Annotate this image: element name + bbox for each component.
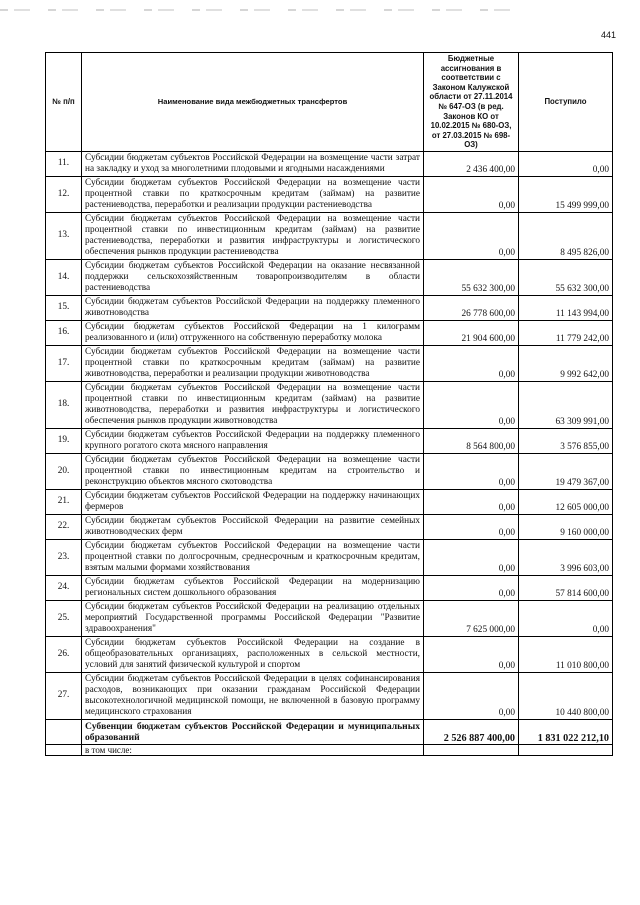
row-received: 57 814 600,00 bbox=[519, 575, 613, 600]
row-planned: 0,00 bbox=[424, 489, 519, 514]
table-row bbox=[46, 320, 613, 345]
row-number: 21. bbox=[46, 489, 82, 514]
row-name: Субсидии бюджетам субъектов Российской Федерации на возмещение части процентной ставки по краткосрочным кредитам (займам) на развитие животноводства, переработки и реализации продукции животноводства bbox=[82, 345, 424, 381]
row-received: 0,00 bbox=[519, 600, 613, 636]
row-number: 23. bbox=[46, 539, 82, 575]
row-name: Субсидии бюджетам субъектов Российской Федерации на возмещение части процентной ставки по инвестиционным кредитам (займам) на развитие животноводства, переработки и развития инфраструктуры и логистического обеспечения рынков продукции животноводства bbox=[82, 381, 424, 428]
total-received: 1 831 022 212,10 bbox=[519, 719, 613, 744]
row-number: 26. bbox=[46, 636, 82, 672]
row-name: Субсидии бюджетам субъектов Российской Федерации на возмещение части затрат на закладку и уход за многолетними плодовыми и ягодными насаждениями bbox=[82, 151, 424, 176]
total-planned: 2 526 887 400,00 bbox=[424, 719, 519, 744]
row-received: 8 495 826,00 bbox=[519, 212, 613, 259]
table-row bbox=[46, 295, 613, 320]
row-planned: 0,00 bbox=[424, 575, 519, 600]
row-number: 27. bbox=[46, 672, 82, 719]
row-number: 12. bbox=[46, 176, 82, 212]
row-name: Субсидии бюджетам субъектов Российской Федерации на возмещение части процентной ставки по долгосрочным, среднесрочным и краткосрочным кредитам, взятым малыми формами хозяйствования bbox=[82, 539, 424, 575]
row-number: 22. bbox=[46, 514, 82, 539]
row-planned: 8 564 800,00 bbox=[424, 428, 519, 453]
row-name: Субсидии бюджетам субъектов Российской Федерации на поддержку начинающих фермеров bbox=[82, 489, 424, 514]
row-planned: 0,00 bbox=[424, 212, 519, 259]
row-planned: 0,00 bbox=[424, 176, 519, 212]
row-planned: 55 632 300,00 bbox=[424, 259, 519, 295]
row-planned: 26 778 600,00 bbox=[424, 295, 519, 320]
header-number: № п/п bbox=[46, 53, 82, 152]
row-name: Субсидии бюджетам субъектов Российской Федерации на возмещение части процентной ставки по инвестиционным кредитам на строительство и реконструкцию объектов мясного скотоводства bbox=[82, 453, 424, 489]
table-body bbox=[46, 151, 613, 719]
row-number: 19. bbox=[46, 428, 82, 453]
row-name: Субсидии бюджетам субъектов Российской Федерации на оказание несвязанной поддержки сельскохозяйственным товаропроизводителям в области растениеводства bbox=[82, 259, 424, 295]
table-row bbox=[46, 636, 613, 672]
table-row bbox=[46, 428, 613, 453]
row-name: Субсидии бюджетам субъектов Российской Федерации в целях софинансирования расходов, возникающих при оказании гражданам Российской Федерации высокотехнологичной медицинской помощи, не включенной в базовую программу медицинского страхования bbox=[82, 672, 424, 719]
row-name: Субсидии бюджетам субъектов Российской Федерации на 1 килограмм реализованного и (или) отгруженного на собственную переработку молока bbox=[82, 320, 424, 345]
table-row bbox=[46, 176, 613, 212]
including-received bbox=[519, 744, 613, 755]
row-received: 11 143 994,00 bbox=[519, 295, 613, 320]
including-label: в том числе: bbox=[82, 744, 424, 755]
row-received: 10 440 800,00 bbox=[519, 672, 613, 719]
row-received: 3 576 855,00 bbox=[519, 428, 613, 453]
row-name: Субсидии бюджетам субъектов Российской Федерации на развитие семейных животноводческих ферм bbox=[82, 514, 424, 539]
row-planned: 0,00 bbox=[424, 636, 519, 672]
total-number bbox=[46, 719, 82, 744]
row-name: Субсидии бюджетам субъектов Российской Федерации на возмещение части процентной ставки по краткосрочным кредитам (займам) на развитие растениеводства, переработки и реализации продукции растениеводства bbox=[82, 176, 424, 212]
row-received: 12 605 000,00 bbox=[519, 489, 613, 514]
row-number: 16. bbox=[46, 320, 82, 345]
row-number: 13. bbox=[46, 212, 82, 259]
row-planned: 2 436 400,00 bbox=[424, 151, 519, 176]
table-row bbox=[46, 381, 613, 428]
row-planned: 0,00 bbox=[424, 381, 519, 428]
row-name: Субсидии бюджетам субъектов Российской Федерации на поддержку племенного крупного рогатого скота мясного направления bbox=[82, 428, 424, 453]
row-received: 9 992 642,00 bbox=[519, 345, 613, 381]
row-planned: 0,00 bbox=[424, 672, 519, 719]
table-row bbox=[46, 212, 613, 259]
header-name: Наименование вида межбюджетных трансфертов bbox=[82, 53, 424, 152]
table-row bbox=[46, 489, 613, 514]
transfers-table bbox=[45, 52, 613, 756]
row-received: 3 996 603,00 bbox=[519, 539, 613, 575]
row-planned: 0,00 bbox=[424, 514, 519, 539]
table-row bbox=[46, 672, 613, 719]
scan-artifact-line bbox=[0, 9, 520, 11]
table-row bbox=[46, 539, 613, 575]
row-number: 14. bbox=[46, 259, 82, 295]
table-row bbox=[46, 453, 613, 489]
total-row bbox=[46, 719, 613, 744]
row-received: 11 010 800,00 bbox=[519, 636, 613, 672]
row-received: 9 160 000,00 bbox=[519, 514, 613, 539]
row-name: Субсидии бюджетам субъектов Российской Федерации на поддержку племенного животноводства bbox=[82, 295, 424, 320]
header-received: Поступило bbox=[519, 53, 613, 152]
table-header-row bbox=[46, 53, 613, 152]
row-received: 15 499 999,00 bbox=[519, 176, 613, 212]
row-planned: 0,00 bbox=[424, 345, 519, 381]
row-planned: 21 904 600,00 bbox=[424, 320, 519, 345]
table-row bbox=[46, 345, 613, 381]
row-planned: 0,00 bbox=[424, 539, 519, 575]
row-number: 24. bbox=[46, 575, 82, 600]
row-received: 11 779 242,00 bbox=[519, 320, 613, 345]
including-planned bbox=[424, 744, 519, 755]
row-received: 55 632 300,00 bbox=[519, 259, 613, 295]
row-name: Субсидии бюджетам субъектов Российской Федерации на возмещение части процентной ставки по инвестиционным кредитам (займам) на развитие растениеводства, переработки и развития инфраструктуры и логистического обеспечения рынков продукции растениеводства bbox=[82, 212, 424, 259]
including-number bbox=[46, 744, 82, 755]
row-received: 63 309 991,00 bbox=[519, 381, 613, 428]
row-number: 18. bbox=[46, 381, 82, 428]
row-planned: 0,00 bbox=[424, 453, 519, 489]
row-number: 15. bbox=[46, 295, 82, 320]
row-name: Субсидии бюджетам субъектов Российской Федерации на реализацию отдельных мероприятий Государственной программы Российской Федерации "Развитие здравоохранения" bbox=[82, 600, 424, 636]
including-row bbox=[46, 744, 613, 755]
table-row bbox=[46, 151, 613, 176]
row-received: 0,00 bbox=[519, 151, 613, 176]
table-row bbox=[46, 600, 613, 636]
row-planned: 7 625 000,00 bbox=[424, 600, 519, 636]
row-received: 19 479 367,00 bbox=[519, 453, 613, 489]
header-planned: Бюджетные ассигнования в соответствии с Законом Калужской области от 27.11.2014 № 647-ОЗ (в ред. Законов КО от 10.02.2015 № 680-ОЗ, от 27.03.2015 № 698-ОЗ) bbox=[424, 53, 519, 152]
table-row bbox=[46, 514, 613, 539]
table-row bbox=[46, 259, 613, 295]
row-name: Субсидии бюджетам субъектов Российской Федерации на модернизацию региональных систем дошкольного образования bbox=[82, 575, 424, 600]
row-number: 25. bbox=[46, 600, 82, 636]
table-row bbox=[46, 575, 613, 600]
row-number: 17. bbox=[46, 345, 82, 381]
page-number: 441 bbox=[600, 30, 616, 40]
row-number: 11. bbox=[46, 151, 82, 176]
row-number: 20. bbox=[46, 453, 82, 489]
row-name: Субсидии бюджетам субъектов Российской Федерации на создание в общеобразовательных организациях, расположенных в сельской местности, условий для занятий физической культурой и спортом bbox=[82, 636, 424, 672]
total-name: Субвенции бюджетам субъектов Российской Федерации и муниципальных образований bbox=[82, 719, 424, 744]
